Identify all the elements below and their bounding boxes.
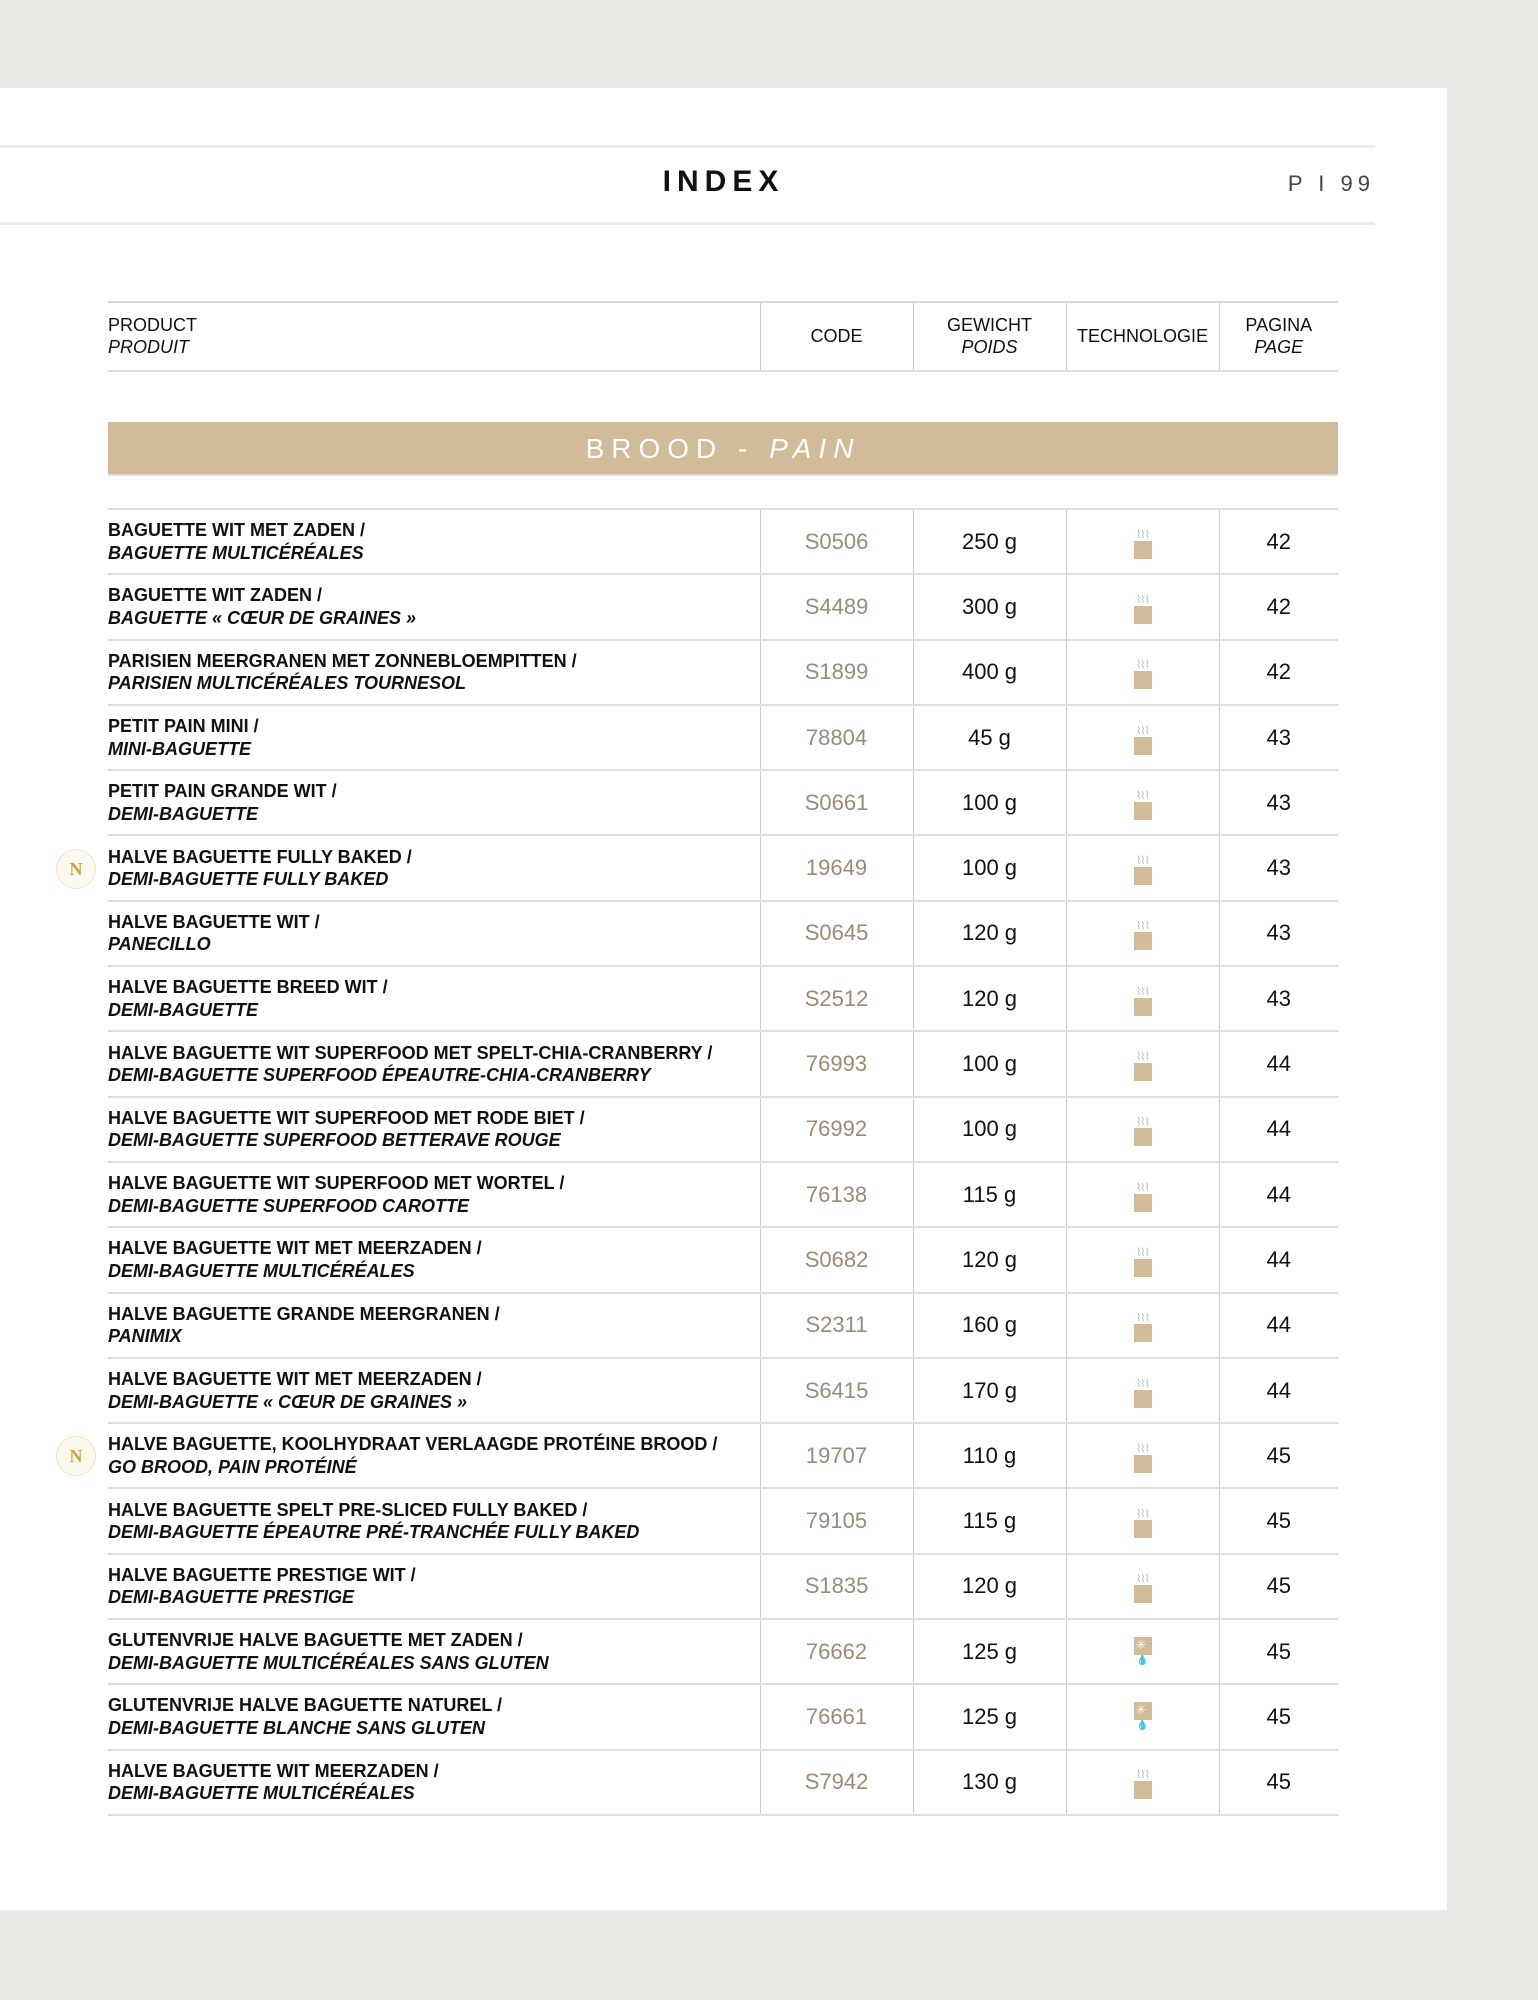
steam-icon: ⌇⌇⌇	[1133, 1574, 1153, 1603]
product-name-fr: DEMI-BAGUETTE BLANCHE SANS GLUTEN	[108, 1717, 485, 1738]
steam-icon: ⌇⌇⌇	[1133, 530, 1153, 559]
product-page: 42	[1219, 574, 1338, 639]
page-title: INDEX	[662, 165, 785, 198]
technology-cell	[1066, 1162, 1219, 1227]
product-name-fr: DEMI-BAGUETTE SUPERFOOD CAROTTE	[108, 1195, 470, 1216]
product-name-nl: PETIT PAIN MINI /	[108, 716, 259, 737]
product-cell	[108, 1619, 760, 1684]
product-name-fr: BAGUETTE MULTICÉRÉALES	[108, 542, 364, 563]
product-page: 43	[1219, 705, 1338, 770]
product-weight: 100 g	[913, 770, 1066, 835]
product-name-fr: DEMI-BAGUETTE MULTICÉRÉALES	[108, 1783, 415, 1804]
product-weight: 120 g	[913, 966, 1066, 1031]
technology-cell	[1066, 1554, 1219, 1619]
product-cell	[108, 1031, 760, 1096]
product-weight: 45 g	[913, 705, 1066, 770]
product-name-fr: PANECILLO	[108, 934, 211, 955]
steam-icon: ⌇⌇⌇	[1133, 1052, 1153, 1081]
product-code: 76138	[760, 1162, 913, 1227]
product-weight: 120 g	[913, 901, 1066, 966]
technology-cell	[1066, 1358, 1219, 1423]
header-divider-bottom	[0, 222, 1375, 225]
technology-cell	[1066, 770, 1219, 835]
table-row	[108, 1358, 1338, 1423]
product-name-fr: DEMI-BAGUETTE	[108, 803, 258, 824]
new-badge-icon: N	[56, 1436, 96, 1476]
table-row	[108, 574, 1338, 639]
product-cell	[108, 1162, 760, 1227]
table-row	[108, 835, 1338, 900]
product-code: S0682	[760, 1227, 913, 1292]
product-name-fr: DEMI-BAGUETTE SUPERFOOD ÉPEAUTRE-CHIA-CRANBERRY	[108, 1065, 651, 1086]
steam-icon: ⌇⌇⌇	[1133, 921, 1153, 950]
product-page: 44	[1219, 1162, 1338, 1227]
steam-icon: ⌇⌇⌇	[1133, 1183, 1153, 1212]
product-code: S6415	[760, 1358, 913, 1423]
steam-icon: ⌇⌇⌇	[1133, 1444, 1153, 1473]
table-row	[108, 1750, 1338, 1815]
steam-icon: ⌇⌇⌇	[1133, 1379, 1153, 1408]
product-name-fr: DEMI-BAGUETTE MULTICÉRÉALES	[108, 1260, 415, 1281]
header-divider-top	[0, 145, 1375, 148]
technology-cell	[1066, 835, 1219, 900]
technology-cell	[1066, 705, 1219, 770]
table-row	[108, 901, 1338, 966]
product-page: 44	[1219, 1293, 1338, 1358]
table-row	[108, 1162, 1338, 1227]
product-weight: 120 g	[913, 1554, 1066, 1619]
section-banner: BROOD - PAIN	[108, 422, 1338, 476]
technology-cell	[1066, 1684, 1219, 1749]
product-weight: 130 g	[913, 1750, 1066, 1815]
product-weight: 115 g	[913, 1488, 1066, 1553]
steam-icon: ⌇⌇⌇	[1133, 856, 1153, 885]
product-code: S7942	[760, 1750, 913, 1815]
product-cell	[108, 966, 760, 1031]
steam-icon: ⌇⌇⌇	[1133, 726, 1153, 755]
steam-icon: ⌇⌇⌇	[1133, 1248, 1153, 1277]
product-weight: 100 g	[913, 1097, 1066, 1162]
table-header	[108, 301, 1338, 372]
technology-cell	[1066, 509, 1219, 574]
product-name-fr: DEMI-BAGUETTE FULLY BAKED	[108, 869, 389, 890]
technology-cell	[1066, 1619, 1219, 1684]
product-page: 45	[1219, 1423, 1338, 1488]
product-weight: 100 g	[913, 835, 1066, 900]
table-row	[108, 1227, 1338, 1292]
product-cell	[108, 1293, 760, 1358]
product-page: 43	[1219, 901, 1338, 966]
table-row	[108, 640, 1338, 705]
table-row	[108, 1031, 1338, 1096]
product-name-nl: HALVE BAGUETTE WIT SUPERFOOD MET RODE BIET /	[108, 1107, 585, 1128]
product-cell	[108, 1227, 760, 1292]
product-code: 79105	[760, 1488, 913, 1553]
technology-cell	[1066, 574, 1219, 639]
technology-cell	[1066, 901, 1219, 966]
product-name-nl: PETIT PAIN GRANDE WIT /	[108, 781, 337, 802]
product-weight: 250 g	[913, 509, 1066, 574]
product-weight: 110 g	[913, 1423, 1066, 1488]
product-name-fr: GO BROOD, PAIN PROTÉINÉ	[108, 1456, 357, 1477]
technology-cell	[1066, 1031, 1219, 1096]
product-weight: 125 g	[913, 1619, 1066, 1684]
product-code: 19649	[760, 835, 913, 900]
technology-cell	[1066, 1097, 1219, 1162]
product-name-nl: HALVE BAGUETTE WIT SUPERFOOD MET SPELT-CHIA-CRANBERRY /	[108, 1042, 713, 1063]
product-weight: 120 g	[913, 1227, 1066, 1292]
product-cell	[108, 509, 760, 574]
product-name-fr: DEMI-BAGUETTE MULTICÉRÉALES SANS GLUTEN	[108, 1652, 549, 1673]
product-weight: 160 g	[913, 1293, 1066, 1358]
new-badge-icon: N	[56, 849, 96, 889]
product-name-nl: HALVE BAGUETTE SPELT PRE-SLICED FULLY BAKED /	[108, 1499, 588, 1520]
product-page: 45	[1219, 1684, 1338, 1749]
product-page: 42	[1219, 509, 1338, 574]
steam-icon: ⌇⌇⌇	[1133, 660, 1153, 689]
product-cell	[108, 1097, 760, 1162]
steam-icon: ⌇⌇⌇	[1133, 1509, 1153, 1538]
product-name-fr: PANIMIX	[108, 1326, 182, 1347]
product-weight: 400 g	[913, 640, 1066, 705]
product-name-nl: HALVE BAGUETTE WIT MEERZADEN /	[108, 1760, 439, 1781]
technology-cell	[1066, 640, 1219, 705]
steam-icon: ⌇⌇⌇	[1133, 791, 1153, 820]
product-code: 76992	[760, 1097, 913, 1162]
product-code: 78804	[760, 705, 913, 770]
freeze-thaw-icon: ✳ 💧	[1133, 1701, 1153, 1732]
product-cell	[108, 1423, 760, 1488]
product-code: 76661	[760, 1684, 913, 1749]
product-weight: 115 g	[913, 1162, 1066, 1227]
table-row	[108, 705, 1338, 770]
product-name-nl: BAGUETTE WIT ZADEN /	[108, 585, 322, 606]
product-code: S4489	[760, 574, 913, 639]
product-name-fr: DEMI-BAGUETTE PRESTIGE	[108, 1587, 355, 1608]
product-code: S1835	[760, 1554, 913, 1619]
table-row	[108, 966, 1338, 1031]
product-cell	[108, 1358, 760, 1423]
product-name-nl: HALVE BAGUETTE GRANDE MEERGRANEN /	[108, 1303, 500, 1324]
product-code: 19707	[760, 1423, 913, 1488]
product-name-fr: MINI-BAGUETTE	[108, 738, 251, 759]
product-page: 44	[1219, 1227, 1338, 1292]
product-code: S2512	[760, 966, 913, 1031]
product-code: 76993	[760, 1031, 913, 1096]
product-page: 43	[1219, 770, 1338, 835]
product-code: S1899	[760, 640, 913, 705]
product-name-nl: HALVE BAGUETTE WIT /	[108, 911, 320, 932]
product-code: S0645	[760, 901, 913, 966]
product-page: 44	[1219, 1031, 1338, 1096]
steam-icon: ⌇⌇⌇	[1133, 595, 1153, 624]
steam-icon: ⌇⌇⌇	[1133, 1117, 1153, 1146]
product-weight: 100 g	[913, 1031, 1066, 1096]
product-cell	[108, 705, 760, 770]
technology-cell	[1066, 966, 1219, 1031]
table-row	[108, 509, 1338, 574]
product-cell	[108, 835, 760, 900]
product-cell	[108, 640, 760, 705]
steam-icon: ⌇⌇⌇	[1133, 1770, 1153, 1799]
product-name-fr: DEMI-BAGUETTE « CŒUR DE GRAINES »	[108, 1391, 468, 1412]
technology-cell	[1066, 1750, 1219, 1815]
product-page: 45	[1219, 1750, 1338, 1815]
steam-icon: ⌇⌇⌇	[1133, 1313, 1153, 1342]
product-name-nl: HALVE BAGUETTE, KOOLHYDRAAT VERLAAGDE PROTÉINE BROOD /	[108, 1434, 718, 1455]
product-name-fr: BAGUETTE « CŒUR DE GRAINES »	[108, 607, 417, 628]
product-weight: 300 g	[913, 574, 1066, 639]
product-name-nl: HALVE BAGUETTE WIT MET MEERZADEN /	[108, 1369, 482, 1389]
product-page: 43	[1219, 966, 1338, 1031]
product-page: 45	[1219, 1554, 1338, 1619]
product-cell	[108, 770, 760, 835]
product-cell	[108, 574, 760, 639]
technology-cell	[1066, 1293, 1219, 1358]
technology-cell	[1066, 1227, 1219, 1292]
table-row	[108, 1293, 1338, 1358]
product-name-fr: PARISIEN MULTICÉRÉALES TOURNESOL	[108, 673, 467, 694]
product-page: 45	[1219, 1619, 1338, 1684]
steam-icon: ⌇⌇⌇	[1133, 987, 1153, 1016]
product-code: S0661	[760, 770, 913, 835]
product-page: 44	[1219, 1358, 1338, 1423]
table-row	[108, 1423, 1338, 1488]
product-cell	[108, 1488, 760, 1553]
product-code: S2311	[760, 1293, 913, 1358]
product-cell	[108, 901, 760, 966]
col-weight: GEWICHT POIDS	[913, 302, 1066, 371]
freeze-thaw-icon: ✳ 💧	[1133, 1636, 1153, 1667]
product-page: 42	[1219, 640, 1338, 705]
product-name-nl: GLUTENVRIJE HALVE BAGUETTE NATUREL /	[108, 1695, 503, 1716]
col-product: PRODUCT PRODUIT	[108, 302, 760, 371]
table-row	[108, 1619, 1338, 1684]
product-page: 45	[1219, 1488, 1338, 1553]
product-name-nl: BAGUETTE WIT MET ZADEN /	[108, 520, 365, 541]
product-name-nl: HALVE BAGUETTE BREED WIT /	[108, 977, 388, 998]
product-name-fr: DEMI-BAGUETTE SUPERFOOD BETTERAVE ROUGE	[108, 1130, 561, 1151]
product-name-nl: HALVE BAGUETTE WIT MET MEERZADEN /	[108, 1238, 482, 1259]
technology-cell	[1066, 1488, 1219, 1553]
product-name-nl: HALVE BAGUETTE FULLY BAKED /	[108, 846, 412, 867]
col-code: CODE	[760, 302, 913, 371]
product-name-nl: HALVE BAGUETTE PRESTIGE WIT /	[108, 1564, 416, 1585]
product-weight: 125 g	[913, 1684, 1066, 1749]
product-name-nl: HALVE BAGUETTE WIT SUPERFOOD MET WORTEL /	[108, 1173, 565, 1194]
product-name-fr: DEMI-BAGUETTE	[108, 999, 258, 1020]
product-code: 76662	[760, 1619, 913, 1684]
col-page: PAGINA PAGE	[1219, 302, 1338, 371]
product-page: 44	[1219, 1097, 1338, 1162]
table-row	[108, 1488, 1338, 1553]
table-row	[108, 1097, 1338, 1162]
page-number: P I 99	[1287, 171, 1375, 196]
product-cell	[108, 1684, 760, 1749]
product-page: 43	[1219, 835, 1338, 900]
product-cell	[108, 1554, 760, 1619]
product-cell	[108, 1750, 760, 1815]
technology-cell	[1066, 1423, 1219, 1488]
col-technology: TECHNOLOGIE	[1066, 302, 1219, 371]
table-row	[108, 1554, 1338, 1619]
product-table	[108, 508, 1338, 1816]
product-name-nl: PARISIEN MEERGRANEN MET ZONNEBLOEMPITTEN /	[108, 650, 577, 671]
table-row	[108, 1684, 1338, 1749]
product-name-fr: DEMI-BAGUETTE ÉPEAUTRE PRÉ-TRANCHÉE FULLY BAKED	[108, 1522, 640, 1543]
product-name-nl: GLUTENVRIJE HALVE BAGUETTE MET ZADEN /	[108, 1630, 523, 1651]
table-row	[108, 770, 1338, 835]
product-code: S0506	[760, 509, 913, 574]
product-weight: 170 g	[913, 1358, 1066, 1423]
